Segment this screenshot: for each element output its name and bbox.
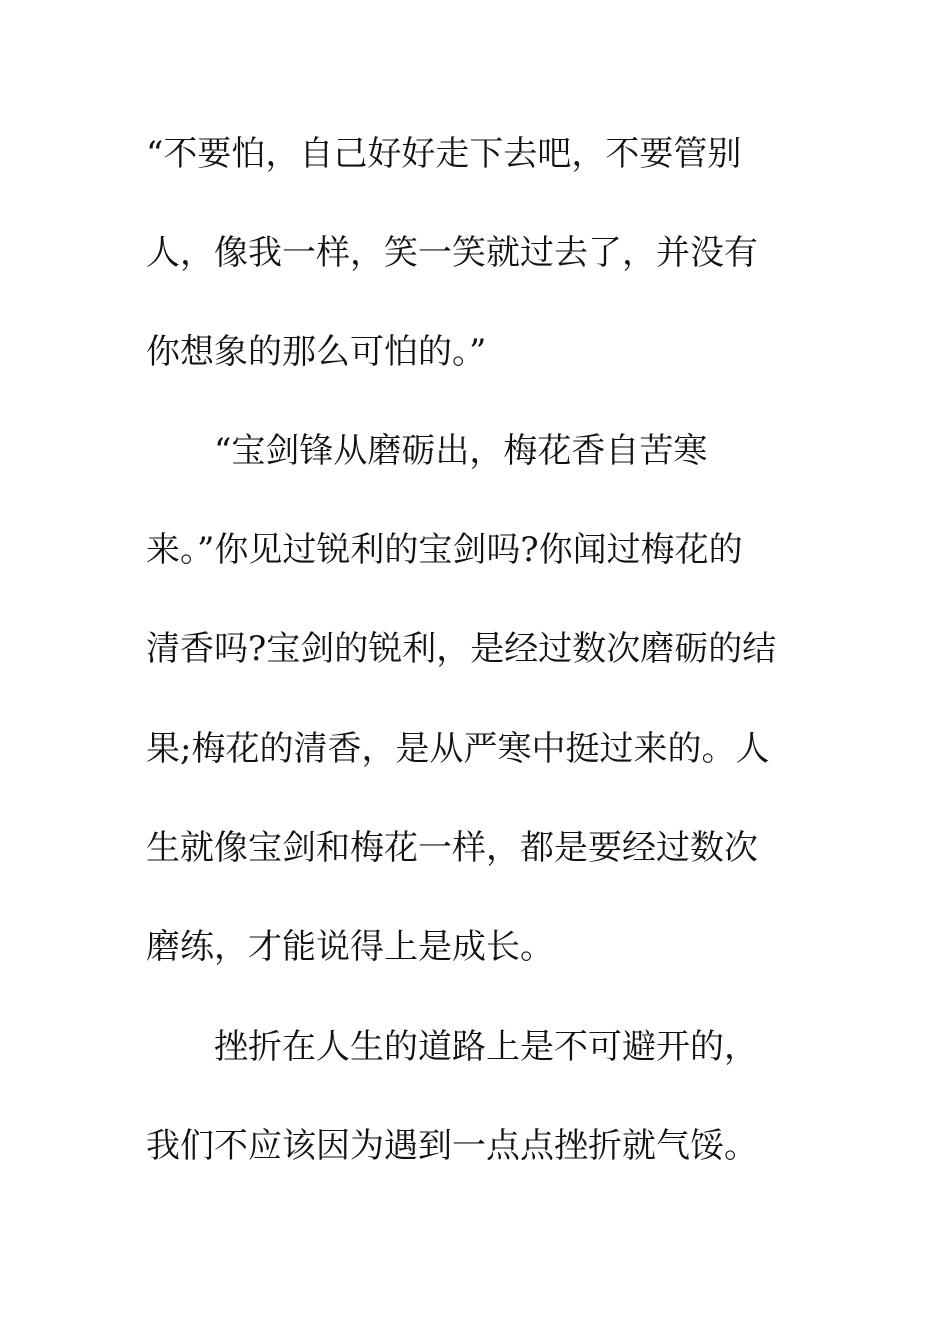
text-line-10: 挫折在人生的道路上是不可避开的， [214, 1027, 758, 1067]
text-line-5: 来。”你见过锐利的宝剑吗?你闻过梅花的 [146, 530, 743, 570]
text-line-7: 果;梅花的清香，是从严寒中挺过来的。人 [146, 729, 770, 769]
text-line-4: “宝剑锋从磨砺出，梅花香自苦寒 [214, 431, 708, 471]
text-line-9: 磨练，才能说得上是成长。 [146, 927, 554, 967]
text-line-1: “不要怕，自己好好走下去吧，不要管别 [146, 134, 742, 174]
text-line-6: 清香吗?宝剑的锐利，是经过数次磨砺的结 [146, 629, 777, 669]
text-line-8: 生就像宝剑和梅花一样，都是要经过数次 [146, 828, 758, 868]
text-line-3: 你想象的那么可怕的。” [146, 332, 487, 372]
text-line-11: 我们不应该因为遇到一点点挫折就气馁。 [146, 1126, 758, 1166]
text-line-2: 人，像我一样，笑一笑就过去了，并没有 [146, 233, 758, 273]
